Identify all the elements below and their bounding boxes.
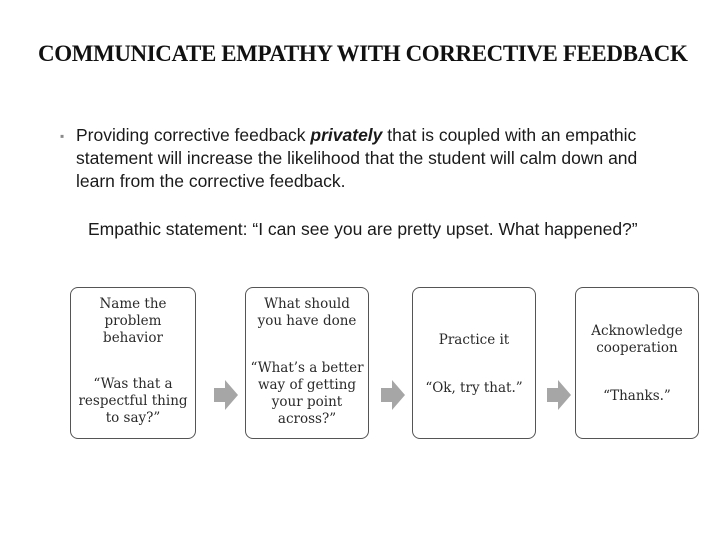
bullet-text-end: that is coupled with an empathic statement will increase the likelihood that the student will calm down and learn from the corrective feedback.	[76, 125, 638, 191]
right-arrow-icon	[381, 380, 405, 410]
slide-title: COMMUNICATE EMPATHY WITH CORRECTIVE FEEDBACK	[38, 41, 688, 66]
square-bullet-icon: ▪	[60, 129, 65, 143]
step-heading: What should you have done	[257, 296, 357, 329]
step-heading: Practice it	[438, 332, 510, 348]
step-heading: Acknowledge cooperation	[591, 323, 683, 356]
bullet-text-start: Providing corrective feedback	[76, 125, 311, 145]
step-example: “What’s a better way of getting your point across?”	[250, 360, 364, 427]
step-heading: Name the problem behavior	[99, 296, 167, 346]
empathic-statement: Empathic statement: “I can see you are pretty upset. What happened?”	[88, 219, 638, 239]
bullet-emphasis: privately	[310, 125, 383, 145]
step-box-acknowledge	[575, 287, 699, 439]
right-arrow-icon	[547, 380, 571, 410]
step-box-name-problem	[70, 287, 196, 439]
step-example: “Was that a respectful thing to say?”	[78, 376, 188, 426]
right-arrow-icon	[214, 380, 238, 410]
step-box-practice	[412, 287, 536, 439]
step-example: “Thanks.”	[603, 388, 671, 404]
step-box-what-should	[245, 287, 369, 439]
bullet-text	[76, 124, 656, 193]
step-example: “Ok, try that.”	[425, 380, 523, 396]
